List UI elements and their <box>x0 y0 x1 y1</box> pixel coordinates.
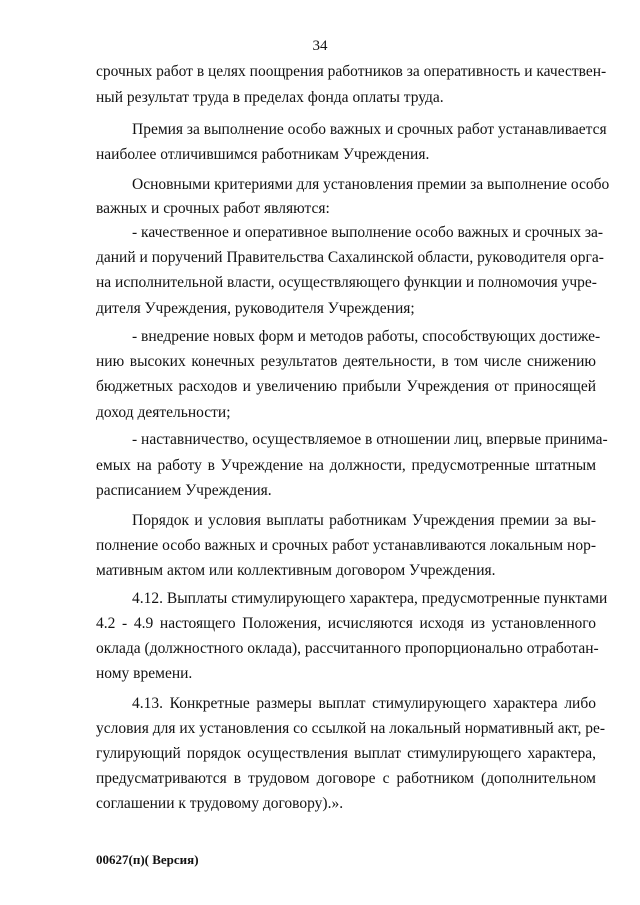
text-line: важных и срочных работ являются: <box>96 200 330 217</box>
list-item-line: на исполнительной власти, осуществляющего функции и полномочия учре- <box>96 274 597 291</box>
text-line: Премия за выполнение особо важных и срочных работ устанавливается <box>132 121 607 138</box>
text-line: 4.2 - 4.9 настоящего Положения, исчисляются исходя из установленного <box>96 615 596 632</box>
list-item-line: емых на работу в Учреждение на должности, предусмотренные штатным <box>96 457 596 474</box>
text-line: Основными критериями для установления премии за выполнение особо <box>132 176 610 193</box>
list-item-line: даний и поручений Правительства Сахалинской области, руководителя орга- <box>96 249 604 266</box>
text-line: соглашении к трудовому договору).». <box>96 795 344 812</box>
text-line: наиболее отличившимся работникам Учреждения. <box>96 146 430 163</box>
text-line: ный результат труда в пределах фонда оплаты труда. <box>96 89 444 106</box>
list-item-line: расписанием Учреждения. <box>96 482 272 499</box>
text-line: ному времени. <box>96 665 193 682</box>
text-line: мативным актом или коллективным договором Учреждения. <box>96 562 496 579</box>
list-item-line: дителя Учреждения, руководителя Учреждения; <box>96 300 415 317</box>
list-item-line: доход деятельности; <box>96 404 231 421</box>
text-line: 4.12. Выплаты стимулирующего характера, предусмотренные пунктами <box>132 590 608 607</box>
text-line: срочных работ в целях поощрения работников за оперативность и качествен- <box>96 63 607 80</box>
list-item-line: нию высоких конечных результатов деятельности, в том числе снижению <box>96 353 596 370</box>
text-line: предусматриваются в трудовом договоре с работником (дополнительном <box>96 770 596 787</box>
list-item-line: - наставничество, осуществляемое в отношении лиц, впервые принима- <box>132 431 608 448</box>
text-line: полнение особо важных и срочных работ устанавливаются локальным нор- <box>96 537 596 554</box>
text-line: Порядок и условия выплаты работникам Учреждения премии за вы- <box>132 512 596 529</box>
list-item-line: бюджетных расходов и увеличению прибыли Учреждения от приносящей <box>96 378 596 395</box>
list-item-line: - внедрение новых форм и методов работы, способствующих достиже- <box>132 328 601 345</box>
text-line: оклада (должностного оклада), рассчитанного пропорционально отработан- <box>96 640 599 657</box>
text-line: 4.13. Конкретные размеры выплат стимулирующего характера либо <box>132 695 596 712</box>
document-footer-code: 00627(п)( Версия) <box>96 852 199 867</box>
text-line: условия для их установления со ссылкой на локальный нормативный акт, ре- <box>96 720 606 737</box>
text-line: гулирующий порядок осуществления выплат стимулирующего характера, <box>96 745 596 762</box>
page-number: 34 <box>312 38 328 54</box>
list-item-line: - качественное и оперативное выполнение особо важных и срочных за- <box>132 224 603 241</box>
